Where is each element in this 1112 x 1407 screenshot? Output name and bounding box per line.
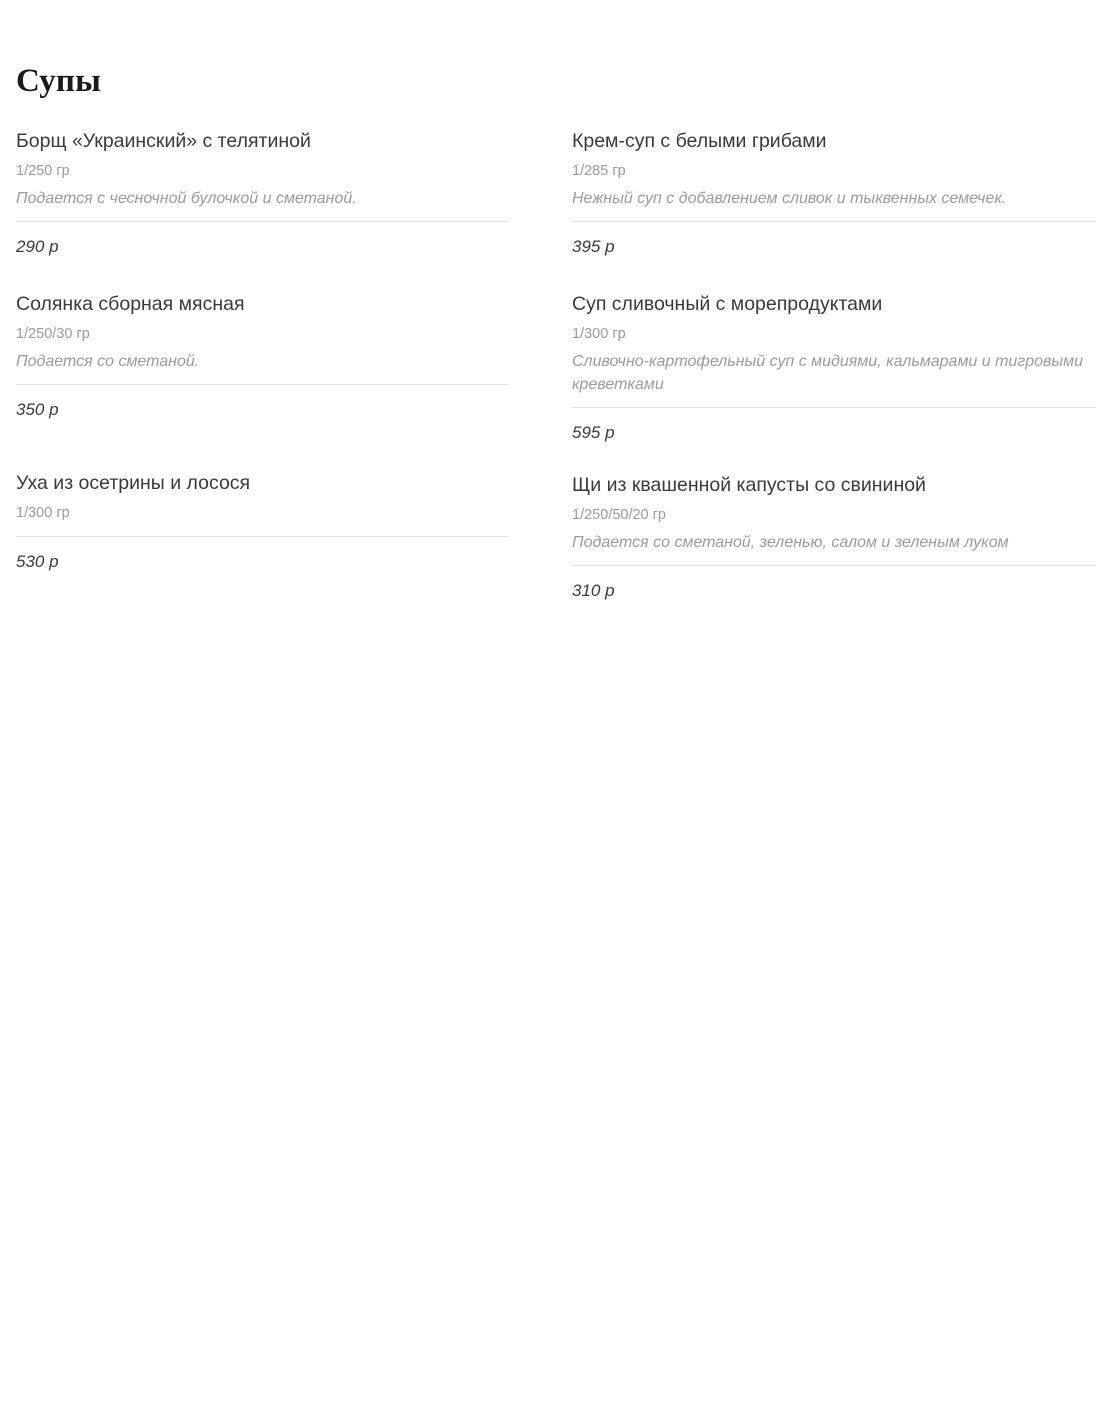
menu-grid <box>16 128 1096 633</box>
divider <box>16 536 508 537</box>
dish-weight: 1/300 гр <box>572 325 626 342</box>
dish-description: Сливочно-картофельный суп с мидиями, кальмарами и тигровыми креветками <box>572 352 1084 393</box>
dish-description: Подается с чесночной булочкой и сметаной. <box>16 189 357 207</box>
divider <box>572 565 1096 566</box>
dish-price: 530 р <box>16 551 59 571</box>
dish-description: Нежный суп с добавлением сливок и тыквенных семечек. <box>572 189 1007 207</box>
list-item <box>16 291 508 422</box>
dish-price: 395 р <box>572 236 615 256</box>
dish-name: Солянка сборная мясная <box>16 292 245 315</box>
dish-weight: 1/300 гр <box>16 505 70 521</box>
menu-column-left <box>16 128 556 604</box>
dish-name: Щи из квашенной капусты со свининой <box>572 473 926 496</box>
dish-weight: 1/250/50/20 гр <box>572 507 666 524</box>
dish-description: Подается со сметаной. <box>16 352 200 370</box>
list-item <box>572 128 1096 259</box>
dish-price: 310 р <box>572 581 615 601</box>
dish-name: Суп сливочный с морепродуктами <box>572 292 883 315</box>
list-item <box>572 472 1096 603</box>
divider <box>16 221 508 222</box>
menu-column-right <box>556 128 1096 633</box>
divider <box>572 221 1096 222</box>
dish-weight: 1/250/30 гр <box>16 325 90 342</box>
list-item <box>572 291 1096 445</box>
dish-price: 290 р <box>16 236 59 256</box>
dish-name: Борщ «Украинский» с телятиной <box>16 129 311 152</box>
divider <box>572 407 1096 408</box>
divider <box>16 384 508 385</box>
dish-name: Уха из осетрины и лосося <box>16 471 251 494</box>
page-title: Супы <box>16 63 102 99</box>
list-item <box>16 470 508 574</box>
dish-name: Крем-суп с белыми грибами <box>572 129 827 152</box>
dish-price: 595 р <box>572 423 615 443</box>
dish-price: 350 р <box>16 399 59 419</box>
dish-weight: 1/285 гр <box>572 162 626 179</box>
list-item <box>16 128 508 259</box>
dish-weight: 1/250 гр <box>16 162 70 179</box>
dish-description: Подается со сметаной, зеленью, салом и зеленым луком <box>572 533 1009 551</box>
